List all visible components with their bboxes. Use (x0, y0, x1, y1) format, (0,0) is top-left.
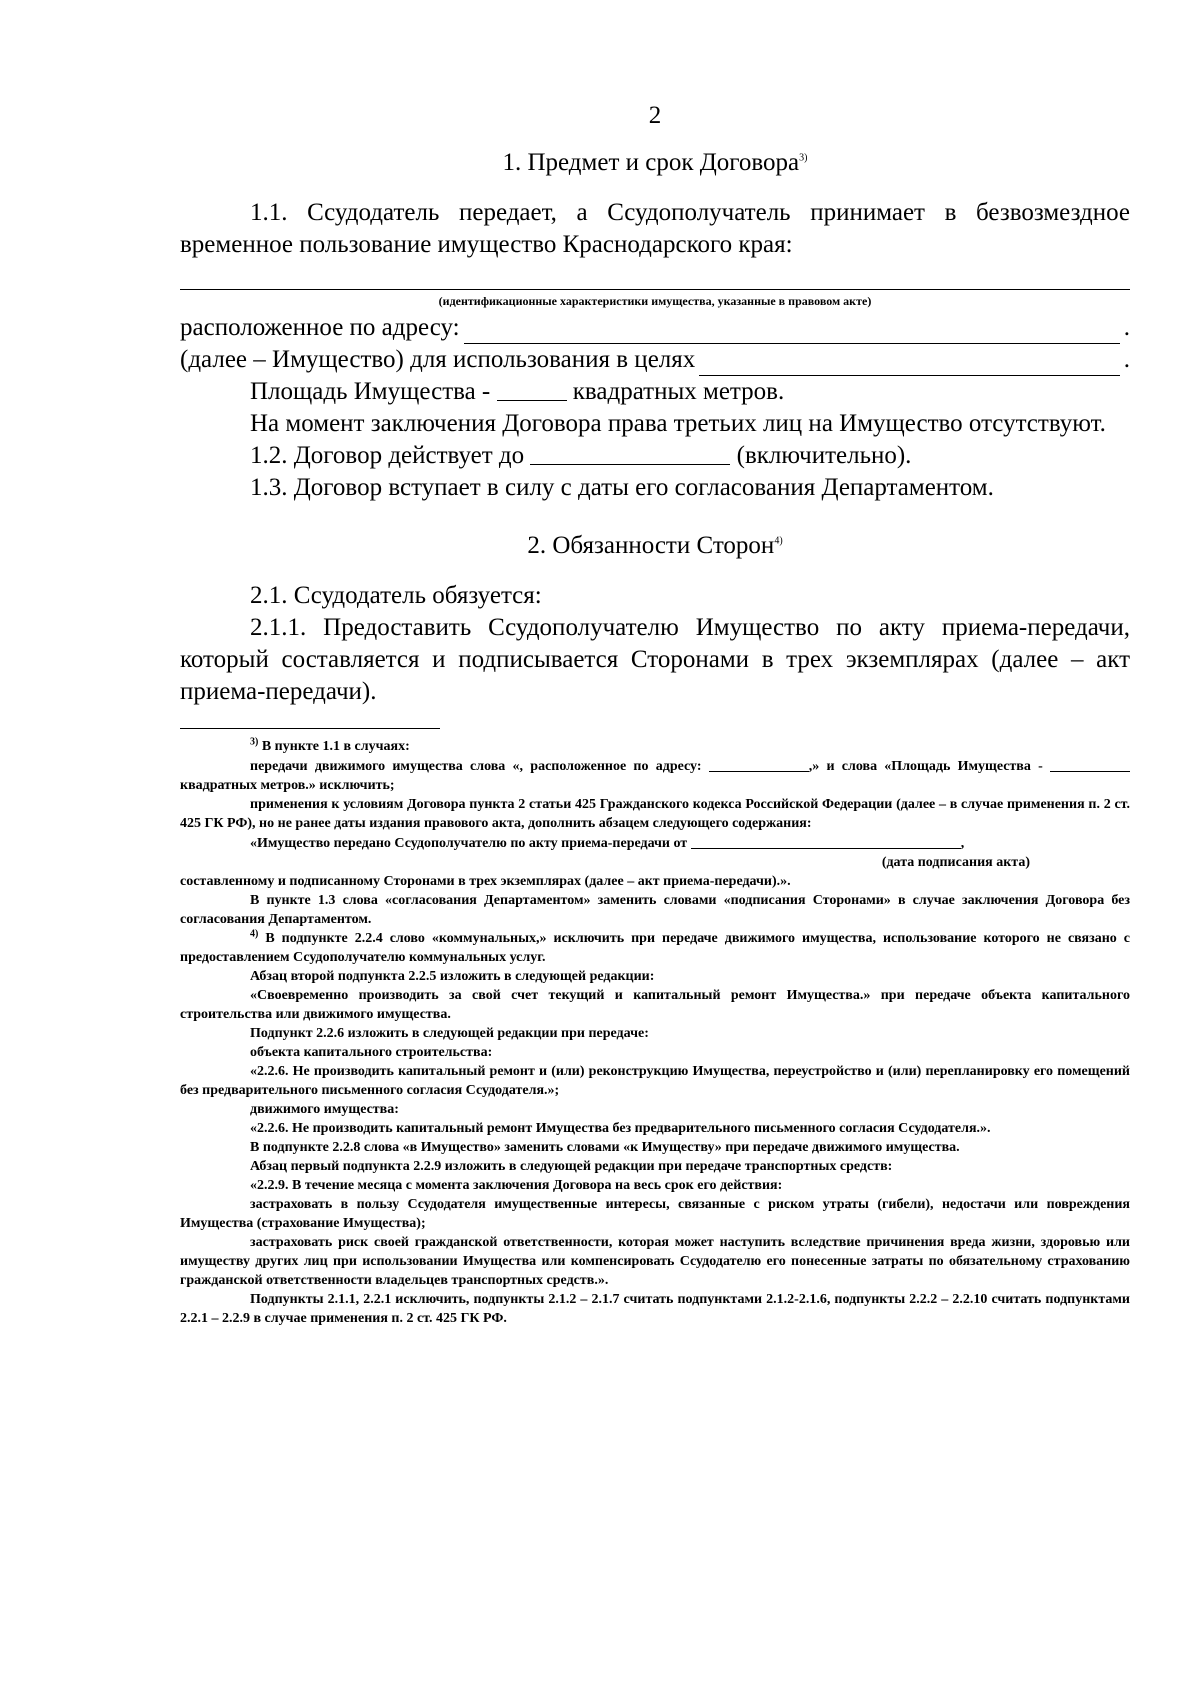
footnote-3-b: применения к условиям Договора пункта 2 статьи 425 Гражданского кодекса Российской Федерации (далее – в случае применения п. 2 ст. 425 ГК РФ), но не ранее даты издания правового акта, дополнить абзацем следующего содержания: (180, 797, 1130, 831)
footnote-4-f: «2.2.6. Не производить капитальный ремонт и (или) реконструкцию Имущества, переустройство и (или) перепланировку его помещений без предварительного письменного согласия Ссудодателя.»; (180, 1064, 1130, 1098)
purpose-row: (далее – Имущество) для использования в целях . (180, 344, 1130, 376)
footnote-ref-3: 3) (799, 152, 808, 164)
area-blank (497, 378, 567, 401)
footnote-3-date-caption: (дата подписания акта) (881, 855, 1030, 870)
purpose-blank (699, 351, 1119, 376)
third-party-rights: На момент заключения Договора права третьих лиц на Имущество отсутствуют. (250, 410, 1106, 437)
footnote-3-c-cont: составленному и подписанному Сторонами в трех экземплярах (далее – акт приема-передачи).». (180, 874, 791, 889)
purpose-label: (далее – Имущество) для использования в целях (180, 346, 696, 373)
footnote-3-date-blank (691, 833, 961, 849)
footnote-3-area-blank (1050, 756, 1130, 772)
footnote-4-i: В подпункте 2.2.8 слова «в Имущество» заменить словами «к Имуществу» при передаче движимого имущества. (250, 1140, 960, 1155)
footnote-4-g: движимого имущества: (250, 1102, 399, 1117)
footnote-4-m: застраховать риск своей гражданской ответственности, которая может наступить вследствие причинения вреда жизни, здоровью или имуществу других лиц при использовании Имущества или компенсировать Ссудодателю его понесенные затраты по обязательному страхованию гражданской ответственности владельцев транспортных средств.». (180, 1235, 1130, 1288)
address-row: расположенное по адресу: . (180, 312, 1130, 344)
section-2-heading (180, 530, 1130, 562)
footnote-3-a-text-3: квадратных метров.» исключить; (180, 778, 395, 793)
section-1-heading-text: 1. Предмет и срок Договора (502, 149, 800, 176)
term-end-blank (530, 442, 730, 465)
clause-1-1: 1.1. Ссудодатель передает, а Ссудополучатель принимает в безвозмездное временное пользование имущество Краснодарского края: (180, 199, 1130, 258)
footnote-3-address-blank (709, 756, 809, 772)
page-number: 2 (648, 102, 662, 129)
area-line (180, 376, 1130, 408)
section-2-heading-text: 2. Обязанности Сторон (527, 532, 775, 559)
property-characteristics-blank (180, 261, 1130, 290)
footnote-4-c: «Своевременно производить за свой счет текущий и капитальный ремонт Имущества.» при передаче объекта капитального строительства или движимого имущества. (180, 988, 1130, 1022)
footnote-3-mark: 3) (250, 736, 259, 748)
footnote-4-l: застраховать в пользу Ссудодателя имущественные интересы, связанные с риском утраты (гибели), недостачи или повреждения Имущества (страхование Имущества); (180, 1197, 1130, 1231)
area-label: Площадь Имущества - (250, 378, 491, 405)
clause-1-2-suffix: (включительно). (736, 442, 912, 469)
clause-2-1: 2.1. Ссудодатель обязуется: (250, 582, 542, 609)
footnote-3-c: «Имущество передано Ссудополучателю по акту приема-передачи от , (180, 833, 1130, 853)
property-characteristics-caption: (идентификационные характеристики имущества, указанные в правовом акте) (438, 294, 872, 308)
section-1-heading (180, 147, 1130, 179)
area-unit: квадратных метров. (572, 378, 785, 405)
footnote-4-j: Абзац первый подпункта 2.2.9 изложить в следующей редакции при передаче транспортных средств: (250, 1159, 893, 1174)
footnote-3-a (180, 756, 1130, 795)
clause-1-3: 1.3. Договор вступает в силу с даты его согласования Департаментом. (250, 474, 994, 501)
footnote-3-d: В пункте 1.3 слова «согласования Департаментом» заменить словами «подписания Сторонами» в случае заключения Договора без согласования Департаментом. (180, 893, 1130, 927)
footnote-separator (180, 728, 440, 729)
footnote-3-title-text: В пункте 1.1 в случаях: (261, 739, 410, 754)
footnote-3-a-text-1: передачи движимого имущества слова «, расположенное по адресу: (250, 759, 702, 774)
address-label: расположенное по адресу: (180, 314, 460, 341)
address-blank (464, 319, 1120, 344)
footnote-4-a (180, 929, 1130, 967)
footnote-3-c-text: «Имущество передано Ссудополучателю по акту приема-передачи от (250, 836, 688, 851)
footnotes (180, 737, 1130, 1328)
footnote-3-title (180, 737, 1130, 756)
footnote-4-h: «2.2.6. Не производить капитальный ремонт Имущества без предварительного письменного согласия Ссудодателя.». (250, 1121, 991, 1136)
footnote-4-e: объекта капитального строительства: (250, 1045, 493, 1060)
footnote-4-b: Абзац второй подпункта 2.2.5 изложить в следующей редакции: (250, 969, 655, 984)
footnote-4-k: «2.2.9. В течение месяца с момента заключения Договора на весь срок его действия: (250, 1178, 783, 1193)
clause-2-1-1: 2.1.1. Предоставить Ссудополучателю Имущество по акту приема-передачи, который составляется и подписывается Сторонами в трех экземплярах (далее – акт приема-передачи). (180, 614, 1130, 705)
clause-1-2-text: 1.2. Договор действует до (250, 442, 525, 469)
footnote-3-a-text-2: ,» и слова «Площадь Имущества - (808, 759, 1043, 774)
footnote-4-d: Подпункт 2.2.6 изложить в следующей редакции при передаче: (250, 1026, 649, 1041)
footnote-4-n: Подпункты 2.1.1, 2.2.1 исключить, подпункты 2.1.2 – 2.1.7 считать подпунктами 2.1.2-2.1.6, подпункты 2.2.2 – 2.2.10 считать подпунктами 2.2.1 – 2.2.9 в случае применения п. 2 ст. 425 ГК РФ. (180, 1292, 1130, 1326)
footnote-4-mark: 4) (250, 928, 259, 940)
document-body (180, 100, 1130, 1328)
footnote-4-a-text: В подпункте 2.2.4 слово «коммунальных,» исключить при передаче движимого имущества, использование которого не связано с предоставлением Ссудополучателю коммунальных услуг. (180, 931, 1131, 965)
clause-1-2 (180, 440, 1130, 472)
footnote-ref-4: 4) (774, 535, 783, 547)
